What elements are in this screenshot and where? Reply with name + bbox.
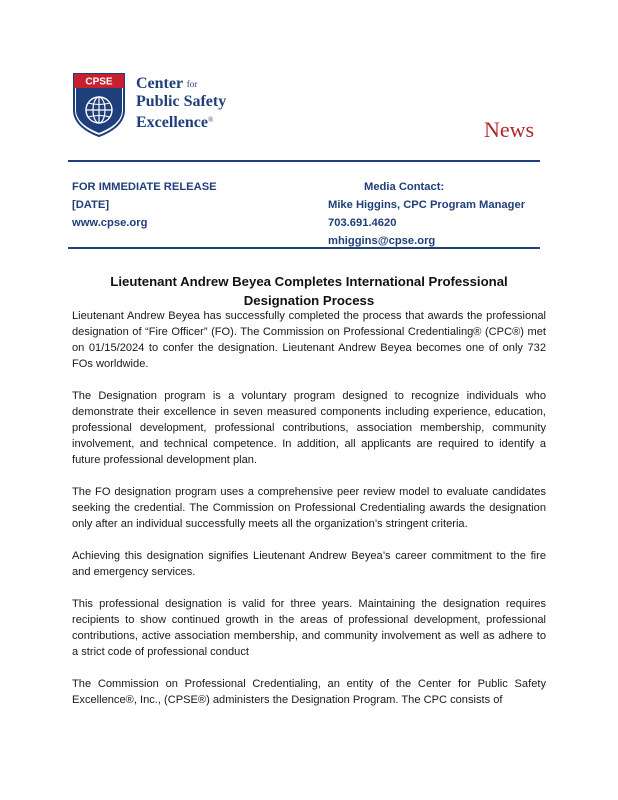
logo-registered-mark: ®	[207, 116, 214, 124]
cpse-shield-icon	[72, 72, 126, 138]
paragraph: The Commission on Professional Credentialing, an entity of the Center for Public Safety Excellence®, Inc., (CPSE®) administers the Designation Program. The CPC consists of	[72, 678, 546, 706]
paragraph: The Designation program is a voluntary program designed to recognize individuals who demonstrate their excellence in seven measured components including experience, education, professional development, professional contributions, association membership, community involvement, and technical competence. In addition, all applicants are required to identify a future professional development plan.	[72, 390, 546, 466]
header-rule-bottom	[68, 247, 540, 249]
logo-wordmark	[136, 75, 226, 132]
news-label: News	[484, 117, 535, 142]
paragraph: Lieutenant Andrew Beyea has successfully completed the process that awards the professional designation of “Fire Officer” (FO). The Commission on Professional Credentialing® (CPC®) met on 01/15/2024 to confer the designation. Lieutenant Andrew Beyea becomes one of only 732 FOs worldwide.	[72, 310, 546, 370]
logo-line-1-suffix: for	[186, 79, 198, 89]
paragraph: Achieving this designation signifies Lieutenant Andrew Beyea’s career commitment to the fire and emergency services.	[72, 550, 546, 578]
paragraph: This professional designation is valid for three years. Maintaining the designation requires recipients to show continued growth in the areas of professional development, professional contributions, active association membership, and community involvement as well as adhere to a strict code of professional conduct	[72, 598, 546, 658]
cpse-logo	[72, 72, 232, 138]
media-contact	[328, 178, 525, 250]
website-link[interactable]: www.cpse.org	[72, 217, 148, 229]
logo-line-3: Excellence	[136, 114, 208, 131]
logo-line-2: Public Safety	[136, 93, 227, 110]
logo-badge-text: CPSE	[85, 76, 113, 88]
paragraph: The FO designation program uses a comprehensive peer review model to evaluate candidates seeking the credential. The Commission on Professional Credentialing awards the designation only after an individual successfully meets all the organization’s stringent criteria.	[72, 486, 546, 530]
header-rule-top	[68, 160, 540, 162]
contact-name: Mike Higgins, CPC Program Manager	[328, 199, 526, 211]
contact-phone: 703.691.4620	[328, 217, 397, 229]
release-date: [DATE]	[72, 199, 110, 211]
release-label: FOR IMMEDIATE RELEASE	[72, 181, 217, 193]
release-info	[72, 178, 217, 232]
logo-line-1: Center	[136, 75, 183, 92]
contact-email[interactable]: mhiggins@cpse.org	[328, 235, 436, 247]
media-contact-label: Media Contact:	[364, 181, 445, 193]
article-body	[72, 308, 546, 724]
headline: Lieutenant Andrew Beyea Completes International Professional Designation Process	[110, 274, 508, 308]
